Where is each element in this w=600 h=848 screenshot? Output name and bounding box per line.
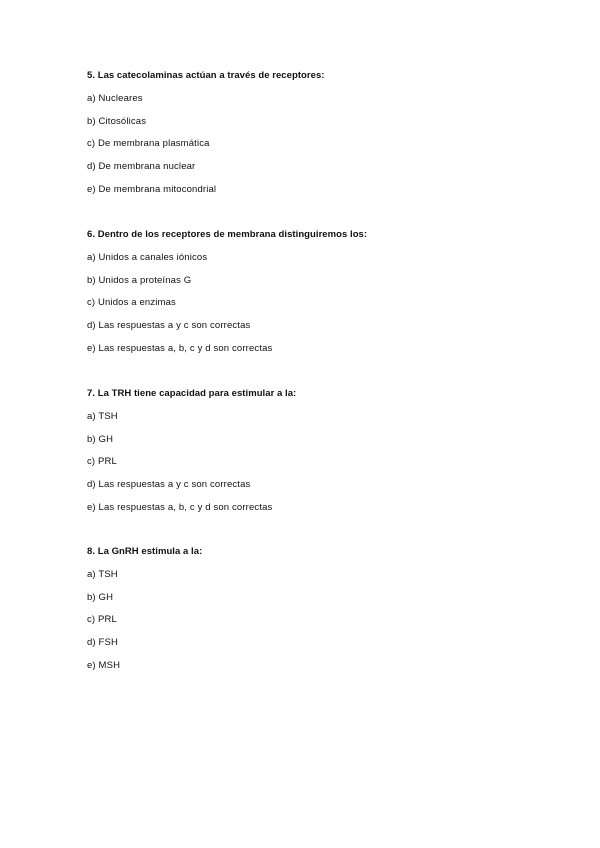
answer-option-c: c) Unidos a enzimas xyxy=(87,297,176,309)
answer-options xyxy=(87,569,567,672)
question-title: 7. La TRH tiene capacidad para estimular a la: xyxy=(87,388,297,399)
answer-options xyxy=(87,411,567,514)
answer-option-b: b) Unidos a proteínas G xyxy=(87,274,192,286)
question-title: 5. Las catecolaminas actúan a través de receptores: xyxy=(87,70,325,81)
answer-option-e: e) Las respuestas a, b, c y d son correctas xyxy=(87,501,273,513)
answer-option-d: d) FSH xyxy=(87,637,118,649)
answer-options xyxy=(87,93,567,196)
answer-option-b: b) Citosólicas xyxy=(87,115,147,127)
question-6 xyxy=(87,229,567,355)
answer-option-b: b) GH xyxy=(87,591,114,603)
answer-option-c: c) De membrana plasmática xyxy=(87,138,210,150)
answer-option-b: b) GH xyxy=(87,433,114,445)
answer-option-d: d) Las respuestas a y c son correctas xyxy=(87,320,251,332)
answer-option-c: c) PRL xyxy=(87,456,117,468)
question-8 xyxy=(87,546,567,672)
answer-option-a: a) Nucleares xyxy=(87,92,143,104)
answer-option-d: d) De membrana nuclear xyxy=(87,161,196,173)
question-7 xyxy=(87,388,567,514)
question-5 xyxy=(87,70,567,196)
answer-option-d: d) Las respuestas a y c son correctas xyxy=(87,479,251,491)
answer-option-e: e) Las respuestas a, b, c y d son correctas xyxy=(87,342,273,354)
answer-option-e: e) De membrana mitocondrial xyxy=(87,183,217,195)
answer-options xyxy=(87,252,567,355)
answer-option-c: c) PRL xyxy=(87,614,117,626)
answer-option-a: a) TSH xyxy=(87,568,118,580)
answer-option-a: a) TSH xyxy=(87,410,118,422)
answer-option-e: e) MSH xyxy=(87,659,121,671)
answer-option-a: a) Unidos a canales iónicos xyxy=(87,251,208,263)
question-title: 8. La GnRH estimula a la: xyxy=(87,546,203,557)
question-title: 6. Dentro de los receptores de membrana distinguiremos los: xyxy=(87,229,368,240)
